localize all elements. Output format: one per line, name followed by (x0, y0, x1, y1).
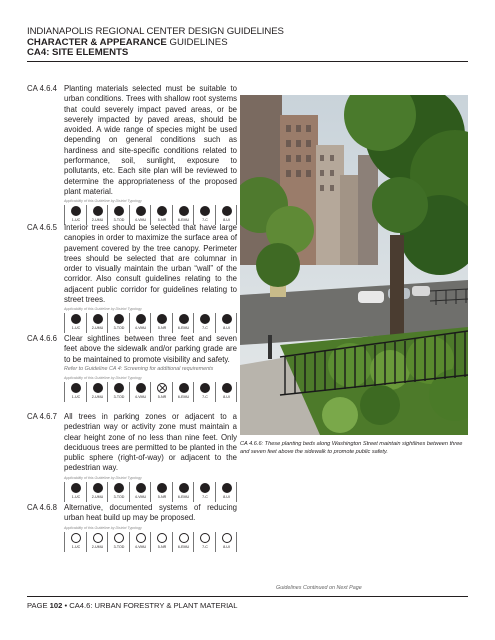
not-applicable-dot-icon (71, 533, 81, 543)
header-rule (27, 61, 468, 62)
district-label: 4-VMU (134, 218, 147, 223)
district-applicability (64, 532, 237, 552)
applies-dot-icon (179, 383, 189, 393)
applies-dot-icon (222, 206, 232, 216)
photo-illustration (240, 95, 468, 435)
not-applicable-dot-icon (222, 533, 232, 543)
district-label: 2-UMU (91, 494, 104, 499)
district-cell (193, 313, 215, 333)
district-label: 7-C (202, 394, 208, 399)
district-label: 5-NR (157, 218, 167, 223)
district-cell (215, 313, 238, 333)
guideline-number: CA 4.6.7 (27, 412, 57, 421)
district-cell (129, 532, 151, 552)
district-cell (172, 382, 194, 402)
tree-trunk (390, 235, 404, 345)
page-label: PAGE (27, 601, 48, 610)
applies-dot-icon (136, 314, 146, 324)
header-line-3: CA4: SITE ELEMENTS (27, 47, 129, 58)
guideline-number: CA 4.6.4 (27, 84, 57, 93)
guideline-note: Refer to Guideline CA 4: Screening for additional requirements (64, 365, 214, 372)
district-label: 7-C (202, 326, 208, 331)
guideline-text: Alternative, documented systems of reducing urban heat build up may be proposed. (64, 503, 237, 523)
district-label: 5-NR (157, 394, 167, 399)
district-cell (64, 532, 86, 552)
district-label: 5-NR (157, 326, 167, 331)
guideline-text: Clear sightlines between three feet and seven feet above the sidewalk and/or parking grade are to be maintained to promote visibility and safety. (64, 334, 237, 364)
district-cell (215, 482, 238, 502)
district-label: 8-UI (223, 394, 230, 399)
guideline-text: Interior trees should be selected that have large canopies in order to maximize the surface area of pavement covered by the tree canopy. Perimeter trees should be selected that are columnar in order to visually maintain the urban “wall” of the corridor. Also consult guidelines relating to the adjacent public corridor for guidelines relating to street trees. (64, 223, 237, 305)
applies-dot-icon (93, 383, 103, 393)
district-label: 4-VMU (134, 544, 147, 549)
header-category-rest: GUIDELINES (166, 36, 228, 48)
continued-note: Guidelines Continued on Next Page (276, 585, 362, 591)
applies-dot-icon (136, 483, 146, 493)
not-applicable-dot-icon (157, 533, 167, 543)
footer-section: • CA4.6: URBAN FORESTRY & PLANT MATERIAL (64, 601, 238, 610)
applies-dot-icon (179, 483, 189, 493)
applies-dot-icon (200, 314, 210, 324)
district-label: 2-UMU (91, 326, 104, 331)
applies-dot-icon (114, 383, 124, 393)
district-label: 6-EMU (177, 494, 190, 499)
applies-dot-icon (114, 483, 124, 493)
district-cell (107, 382, 129, 402)
district-cell (150, 313, 172, 333)
district-label: 3-TOD (113, 544, 125, 549)
district-cell (86, 532, 108, 552)
district-label: 8-UI (223, 544, 230, 549)
applies-dot-icon (222, 314, 232, 324)
district-label: 6-EMU (177, 394, 190, 399)
district-label: 3-TOD (113, 218, 125, 223)
applicability-label: Applicability of this Guideline by District Typology (64, 525, 142, 530)
guideline-number: CA 4.6.6 (27, 334, 57, 343)
district-label: 7-C (202, 494, 208, 499)
applicability-label: Applicability of this Guideline by District Typology (64, 307, 142, 312)
district-cell (172, 313, 194, 333)
page-number: 102 (49, 601, 63, 610)
applies-dot-icon (71, 206, 81, 216)
applies-dot-icon (157, 483, 167, 493)
figure-caption: CA 4.6.6: These planting beds along Washington Street maintain sightlines between three and seven feet above the sidewalk to promote public safety. (240, 441, 463, 456)
not-applicable-dot-icon (114, 533, 124, 543)
district-applicability (64, 482, 237, 502)
district-label: 3-TOD (113, 394, 125, 399)
applies-dot-icon (71, 483, 81, 493)
district-cell (86, 313, 108, 333)
district-cell (107, 482, 129, 502)
district-label: 3-TOD (113, 326, 125, 331)
applies-dot-icon (71, 314, 81, 324)
building-tan (316, 145, 344, 265)
header-category: CHARACTER & APPEARANCE (27, 36, 167, 48)
district-label: 5-NR (157, 544, 167, 549)
applies-dot-icon (179, 206, 189, 216)
district-cell (129, 482, 151, 502)
district-cell (129, 382, 151, 402)
not-applicable-dot-icon (93, 533, 103, 543)
district-label: 1-UC (71, 394, 81, 399)
guideline-ca-4-6-4 (27, 84, 237, 225)
car (358, 291, 384, 303)
district-cell (193, 482, 215, 502)
guideline-ca-4-6-5 (27, 223, 237, 333)
district-cell (215, 382, 238, 402)
applies-dot-icon (93, 483, 103, 493)
applies-dot-icon (222, 383, 232, 393)
not-applicable-dot-icon (179, 533, 189, 543)
district-label: 6-EMU (177, 326, 190, 331)
applies-dot-icon (114, 206, 124, 216)
guideline-ca-4-6-8 (27, 503, 237, 552)
district-cell (215, 532, 238, 552)
district-cell (150, 382, 172, 402)
applies-dot-icon (179, 314, 189, 324)
district-label: 8-UI (223, 326, 230, 331)
applies-dot-icon (157, 206, 167, 216)
header-doc-name: INDIANAPOLIS REGIONAL CENTER (27, 26, 186, 37)
district-cell (150, 532, 172, 552)
applicability-label: Applicability of this Guideline by District Typology (64, 199, 142, 204)
applies-dot-icon (200, 483, 210, 493)
district-label: 1-UC (71, 218, 81, 223)
district-cell (129, 313, 151, 333)
page-header (27, 27, 284, 59)
district-cell (86, 482, 108, 502)
district-label: 1-UC (71, 544, 81, 549)
partial-dot-icon (157, 383, 167, 393)
applies-dot-icon (200, 206, 210, 216)
guideline-text: All trees in parking zones or adjacent to a pedestrian way or activity zone must maintain a clear height zone of no less than nine feet. Only deciduous trees are permitted to be planted in the public sphere (right-of-way) or adjacent to the pedestrian way. (64, 412, 237, 473)
not-applicable-dot-icon (136, 533, 146, 543)
district-label: 4-VMU (134, 326, 147, 331)
street-planting-photo (240, 95, 468, 435)
applicability-label: Applicability of this Guideline by District Typology (64, 475, 142, 480)
district-label: 1-UC (71, 494, 81, 499)
district-label: 4-VMU (134, 394, 147, 399)
applies-dot-icon (93, 314, 103, 324)
guideline-ca-4-6-7 (27, 412, 237, 502)
district-label: 6-EMU (177, 544, 190, 549)
district-cell (193, 382, 215, 402)
applicability-label: Applicability of this Guideline by District Typology (64, 375, 142, 380)
district-label: 5-NR (157, 494, 167, 499)
district-cell (172, 482, 194, 502)
district-cell (86, 382, 108, 402)
applies-dot-icon (222, 483, 232, 493)
header-doc-type: DESIGN GUIDELINES (185, 26, 284, 37)
district-label: 2-UMU (91, 394, 104, 399)
footer-rule (27, 596, 468, 597)
district-cell (107, 532, 129, 552)
district-cell (150, 482, 172, 502)
district-cell (193, 532, 215, 552)
district-cell (172, 532, 194, 552)
applies-dot-icon (136, 206, 146, 216)
district-label: 2-UMU (91, 544, 104, 549)
district-label: 1-UC (71, 326, 81, 331)
district-applicability (64, 313, 237, 333)
district-label: 7-C (202, 544, 208, 549)
district-cell (107, 313, 129, 333)
district-cell (64, 313, 86, 333)
district-label: 8-UI (223, 218, 230, 223)
applies-dot-icon (200, 383, 210, 393)
applies-dot-icon (157, 314, 167, 324)
district-cell (64, 482, 86, 502)
page-footer (27, 601, 237, 610)
applies-dot-icon (114, 314, 124, 324)
district-label: 6-EMU (177, 218, 190, 223)
guideline-text: Planting materials selected must be suitable to urban conditions. Trees with shallow root systems that could severely impact paved areas, or be severely impacted by paved areas, should be avoided. A wide range of species might be used depending on general conditions such as hardiness and site-specific conditions related to performance, soil, sunlight, exposure to pollutants, etc. Each site plan will be reviewed to determine the appropriateness of the proposed plant material. (64, 84, 237, 196)
applies-dot-icon (93, 206, 103, 216)
district-applicability (64, 382, 237, 402)
not-applicable-dot-icon (200, 533, 210, 543)
district-label: 8-UI (223, 494, 230, 499)
guideline-ca-4-6-6 (27, 334, 237, 402)
applies-dot-icon (136, 383, 146, 393)
district-cell (64, 382, 86, 402)
district-label: 3-TOD (113, 494, 125, 499)
guideline-number: CA 4.6.5 (27, 223, 57, 232)
guideline-number: CA 4.6.8 (27, 503, 57, 512)
district-label: 7-C (202, 218, 208, 223)
applies-dot-icon (71, 383, 81, 393)
district-label: 4-VMU (134, 494, 147, 499)
district-label: 2-UMU (91, 218, 104, 223)
